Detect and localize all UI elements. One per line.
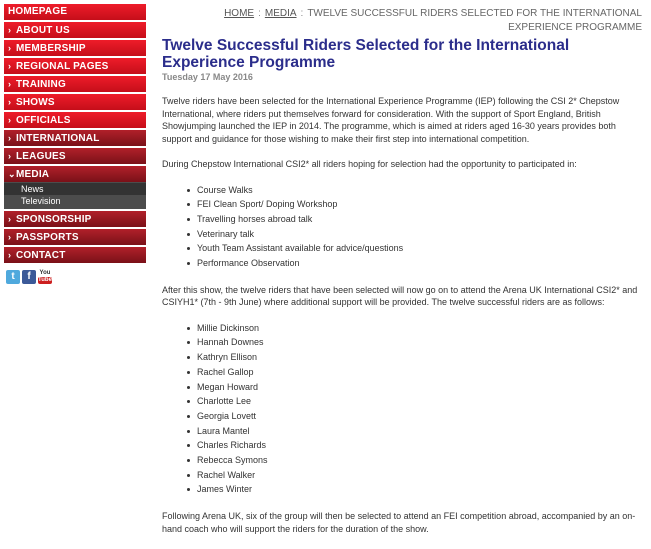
riders-list: [162, 321, 640, 497]
subnav-television[interactable]: Television: [21, 196, 61, 206]
article-paragraph-activities-intro: During Chepstow International CSI2* all riders hoping for selection had the opportunity to participated in:: [162, 159, 577, 169]
breadcrumb-separator: :: [258, 8, 261, 19]
youtube-icon[interactable]: [38, 270, 52, 284]
chevron-right-icon: ›: [8, 151, 12, 161]
nav-regional-pages[interactable]: › REGIONAL PAGES: [4, 58, 146, 74]
list-item: Millie Dickinson: [197, 321, 640, 336]
media-submenu: [4, 182, 146, 209]
nav-about-us[interactable]: › ABOUT US: [4, 22, 146, 38]
chevron-right-icon: ›: [8, 79, 12, 89]
nav-homepage[interactable]: HOMEPAGE: [4, 4, 146, 20]
chevron-right-icon: ›: [8, 61, 12, 71]
list-item: Rachel Gallop: [197, 365, 640, 380]
chevron-right-icon: ›: [8, 97, 12, 107]
list-item: Charles Richards: [197, 438, 640, 453]
list-item: Rachel Walker: [197, 468, 640, 483]
activities-list: [162, 183, 640, 271]
chevron-right-icon: ›: [8, 133, 12, 143]
list-item: Travelling horses abroad talk: [197, 212, 640, 227]
nav-passports[interactable]: › PASSPORTS: [4, 229, 146, 245]
youtube-you-text: You: [39, 270, 51, 276]
nav-leagues[interactable]: › LEAGUES: [4, 148, 146, 164]
chevron-right-icon: ›: [8, 214, 12, 224]
list-item: Performance Observation: [197, 256, 640, 271]
list-item: Rebecca Symons: [197, 453, 640, 468]
article-paragraph-riders-intro: After this show, the twelve riders that have been selected will now go on to attend the Arena UK International CSI2* and CSIYH1* (7th - 9th June) where additional support will be provided. The twelve successful riders are as follows:: [162, 284, 638, 308]
nav-contact[interactable]: › CONTACT: [4, 247, 146, 263]
chevron-right-icon: ›: [8, 250, 12, 260]
breadcrumb-separator: :: [300, 8, 304, 19]
list-item: Youth Team Assistant available for advice/questions: [197, 241, 640, 256]
list-item: James Winter: [197, 482, 640, 497]
nav-training[interactable]: › TRAINING: [4, 76, 146, 92]
article: [162, 37, 640, 535]
subnav-news[interactable]: News: [4, 183, 146, 195]
nav-membership[interactable]: › MEMBERSHIP: [4, 40, 146, 56]
list-item: Veterinary talk: [197, 227, 640, 242]
article-paragraph-intro: Twelve riders have been selected for the International Experience Programme (IEP) following the CSI 2* Chepstow International, where riders put themselves forward for consideration. With the support of Sport England, British Showjumping launched the IEP in 2014. The programme, which is aimed at riders aged 16-30 years provides both support and guidance for those wishing to make their first step into international competition.: [162, 96, 620, 144]
chevron-right-icon: ›: [8, 115, 12, 125]
nav-sponsorship[interactable]: › SPONSORSHIP: [4, 211, 146, 227]
nav-international[interactable]: › INTERNATIONAL: [4, 130, 146, 146]
article-paragraph-closing: Following Arena UK, six of the group will then be selected to attend an FEI competition abroad, accompanied by an on-hand coach who will support the riders for the duration of the show.: [162, 511, 636, 534]
nav-shows[interactable]: › SHOWS: [4, 94, 146, 110]
nav-officials[interactable]: › OFFICIALS: [4, 112, 146, 128]
list-item: Charlotte Lee: [197, 394, 640, 409]
social-links: [4, 270, 146, 286]
youtube-tube-text: Tube: [38, 277, 52, 283]
breadcrumb-media-link[interactable]: MEDIA: [264, 8, 297, 19]
list-item: Kathryn Ellison: [197, 350, 640, 365]
breadcrumb-current: TWELVE SUCCESSFUL RIDERS SELECTED FOR THE INTERNATIONAL EXPERIENCE PROGRAMME: [307, 8, 642, 33]
breadcrumb: [161, 7, 642, 35]
list-item: Hannah Downes: [197, 335, 640, 350]
chevron-right-icon: ›: [8, 25, 12, 35]
chevron-down-icon: ⌄: [8, 169, 16, 179]
chevron-right-icon: ›: [8, 232, 12, 242]
article-title: Twelve Successful Riders Selected for the International Experience Programme: [162, 37, 570, 71]
list-item: Course Walks: [197, 183, 640, 198]
breadcrumb-home-link[interactable]: HOME: [224, 8, 255, 19]
article-date: Tuesday 17 May 2016: [162, 72, 253, 82]
nav-media[interactable]: ⌄MEDIA: [4, 166, 146, 182]
facebook-icon[interactable]: f: [22, 270, 36, 284]
list-item: Laura Mantel: [197, 424, 640, 439]
list-item: Megan Howard: [197, 380, 640, 395]
list-item: FEI Clean Sport/ Doping Workshop: [197, 197, 640, 212]
twitter-icon[interactable]: t: [6, 270, 20, 284]
list-item: Georgia Lovett: [197, 409, 640, 424]
sidebar-nav: [4, 4, 146, 286]
chevron-right-icon: ›: [8, 43, 12, 53]
